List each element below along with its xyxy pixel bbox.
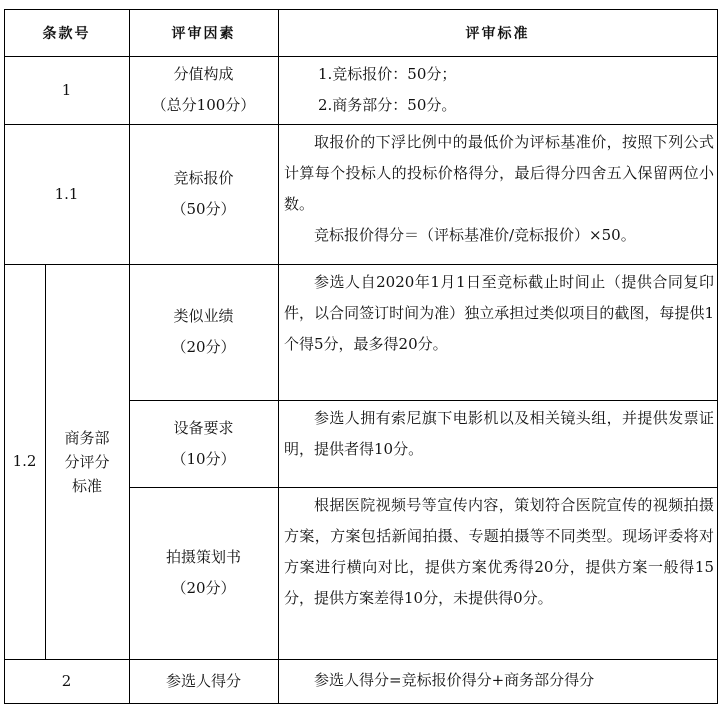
row1-factor-line2: （总分100分） — [151, 96, 256, 114]
row12-sub3-factor — [129, 487, 278, 659]
row1-std-line2: 2.商务部分：50分。 — [318, 96, 457, 114]
row1-clause-no-text: 1 — [61, 80, 72, 99]
row12-sub1-standard — [284, 267, 714, 360]
row12-group — [45, 264, 129, 659]
table-border-bottom — [4, 703, 718, 704]
row2-clause-no-text: 2 — [61, 671, 72, 690]
header-clause-no — [4, 9, 129, 56]
row11-standard — [284, 127, 714, 251]
row2-factor — [129, 659, 278, 703]
row12-sub2-factor — [129, 400, 278, 487]
row1-std-line1: 1.竞标报价：50分； — [318, 65, 457, 83]
row12-clause-no — [4, 264, 45, 659]
row11-std-para1: 取报价的下浮比例中的最低价为评标基准价，按照下列公式计算每个投标人的投标价格得分，最后得分四舍五入保留两位小数。 — [284, 133, 714, 213]
row12-sub3-factor-line2: （20分） — [171, 579, 236, 597]
table-border-right — [717, 9, 718, 704]
row2-factor-text: 参选人得分 — [165, 671, 241, 690]
row1-standard — [318, 59, 708, 121]
header-standard-text: 评审标准 — [465, 25, 530, 42]
row2-std: 参选人得分=竞标报价得分+商务部分得分 — [314, 671, 595, 689]
row2-standard — [284, 665, 714, 696]
header-standard — [278, 9, 717, 56]
col-divider-2 — [278, 9, 279, 704]
row11-clause-no — [4, 124, 129, 264]
row11-factor-line1: 竞标报价 — [173, 169, 234, 187]
row12-sub1-factor-line2: （20分） — [171, 338, 236, 356]
row11-factor-line2: （50分） — [171, 200, 236, 218]
row1-factor-line1: 分值构成 — [173, 65, 234, 83]
row2-clause-no — [4, 659, 129, 703]
header-factor-text: 评审因素 — [171, 25, 236, 42]
scoring-table — [4, 9, 718, 704]
row11-factor — [129, 124, 278, 264]
row12-sub1-std: 参选人自2020年1月1日至竞标截止时间止（提供合同复印件，以合同签订时间为准）独立承担过类似项目的截图，每提供1个得5分，最多得20分。 — [284, 273, 714, 353]
row12-group-text: 商务部分评分标准 — [64, 428, 110, 495]
header-clause-no-text: 条款号 — [42, 25, 91, 42]
row12-sub2-factor-line1: 设备要求 — [173, 418, 234, 437]
header-factor — [129, 9, 278, 56]
row12-sub1-factor-line1: 类似业绩 — [173, 307, 234, 325]
row12-clause-no-text: 1.2 — [12, 452, 37, 470]
row12-sub2-std: 参选人拥有索尼旗下电影机以及相关镜头组，并提供发票证明，提供者得10分。 — [284, 409, 714, 458]
row12-sub3-standard — [284, 490, 714, 614]
row12-sub3-std: 根据医院视频号等宣传内容，策划符合医院宣传的视频拍摄方案，方案包括新闻拍摄、专题拍摄等不同类型。现场评委将对方案进行横向对比，提供方案优秀得20分，提供方案一般得15分，提供方案差得10分，未提供得0分。 — [284, 496, 714, 607]
row1-factor — [129, 56, 278, 124]
row12-sub2-factor-line2: （10分） — [171, 449, 236, 468]
row12-sub1-factor — [129, 264, 278, 400]
row11-std-para2: 竞标报价得分＝（评标基准价/竞标报价）×50。 — [314, 226, 636, 244]
row1-clause-no — [4, 56, 129, 124]
row11-clause-no-text: 1.1 — [54, 184, 79, 203]
row12-sub3-factor-line1: 拍摄策划书 — [165, 548, 241, 566]
row12-sub2-standard — [284, 403, 714, 465]
